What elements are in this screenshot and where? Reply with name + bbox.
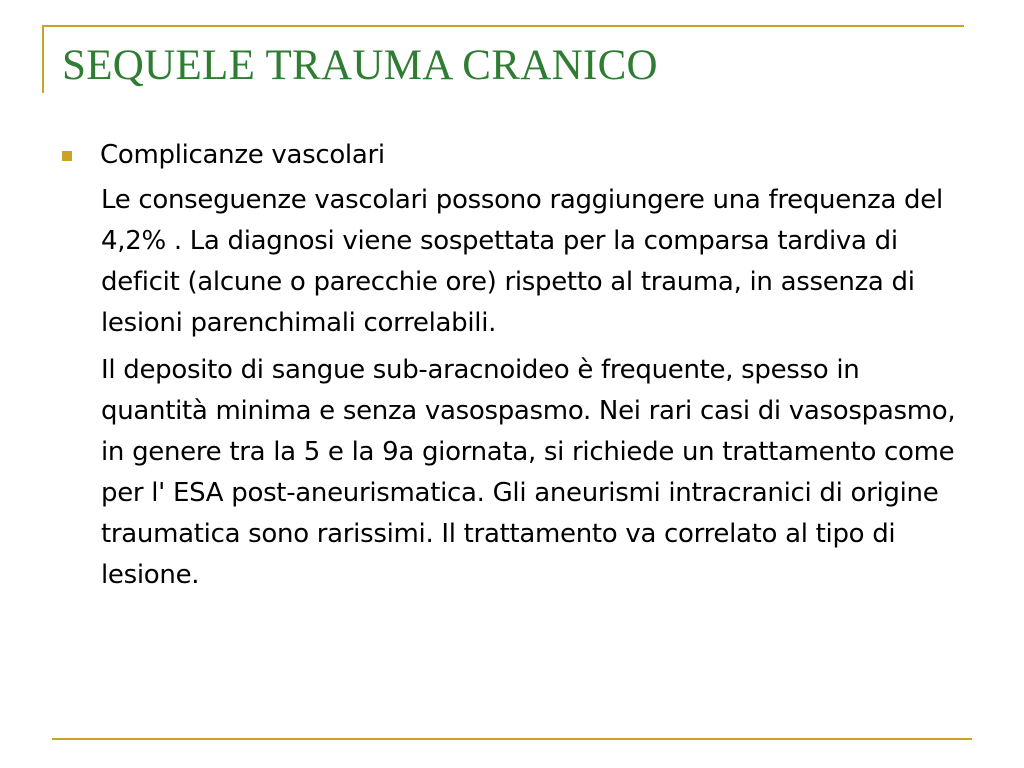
bottom-accent-line [52, 738, 972, 740]
body-paragraph-1: Le conseguenze vascolari possono raggiungere una frequenza del 4,2% . La diagnosi viene sospettata per la comparsa tardiva di deficit (alcune o parecchie ore) rispetto al trauma, in assenza di lesioni parenchimali correlabili. [101, 185, 943, 338]
bullet-item [62, 136, 962, 174]
left-accent-line [42, 25, 44, 93]
square-bullet-icon [62, 151, 72, 161]
top-accent-line [42, 25, 964, 27]
body-paragraph-2: Il deposito di sangue sub-aracnoideo è frequente, spesso in quantità minima e senza vasospasmo. Nei rari casi di vasospasmo, in genere tra la 5 e la 9a giornata, si richiede un trattamento come per l' ESA post-aneurismatica. Gli aneurismi intracranici di origine traumatica sono rarissimi. Il trattamento va correlato al tipo di lesione. [101, 355, 956, 590]
slide-title: SEQUELE TRAUMA CRANICO [62, 42, 658, 89]
bullet-heading: Complicanze vascolari [100, 140, 385, 170]
slide-body [62, 136, 962, 596]
